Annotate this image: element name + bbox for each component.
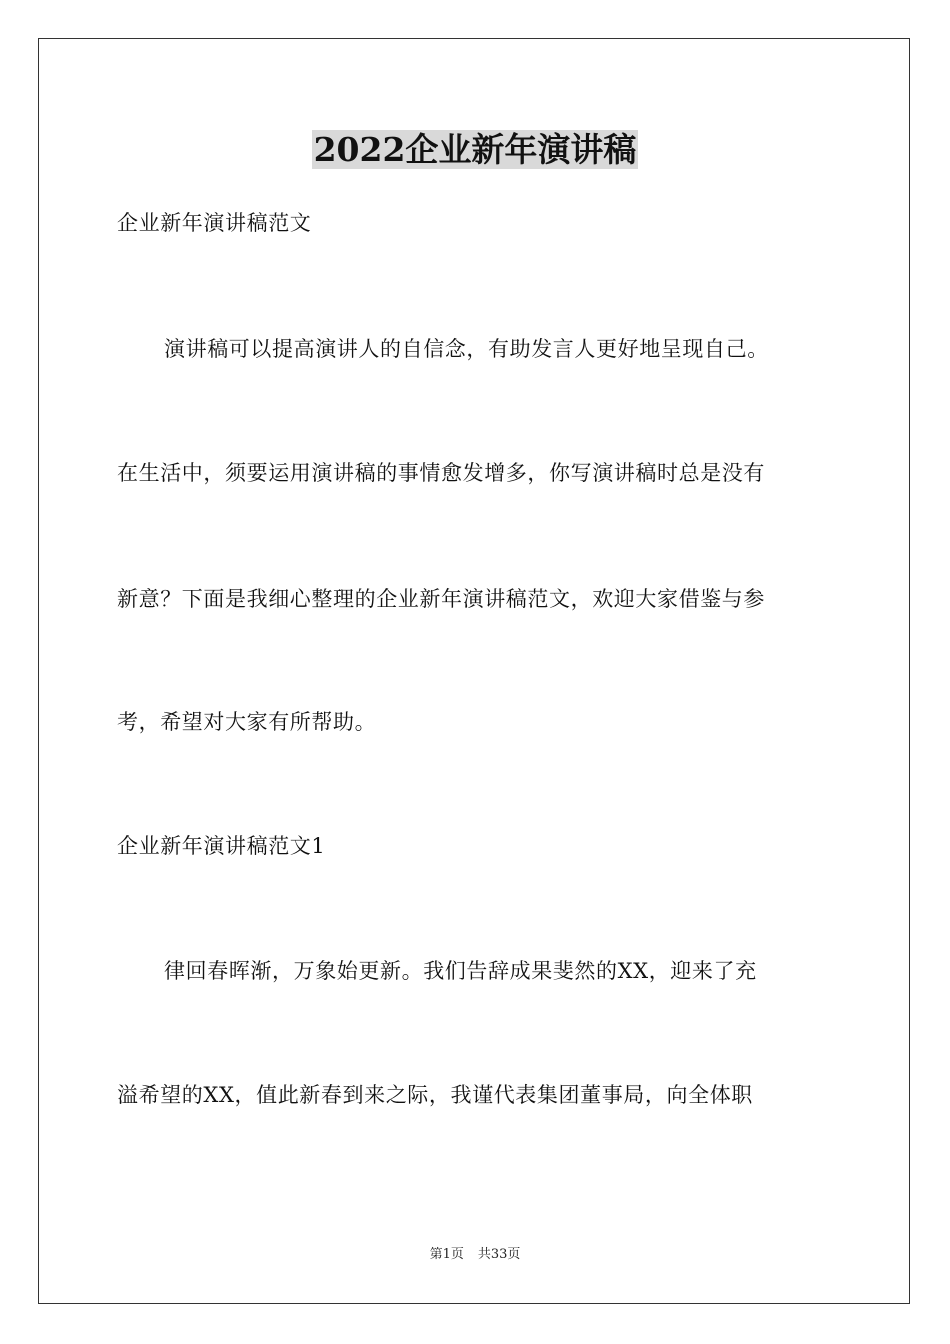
paragraph-line: 溢希望的XX，值此新春到来之际，我谨代表集团董事局，向全体职	[117, 1083, 753, 1107]
section-heading: 企业新年演讲稿范文	[117, 211, 312, 235]
paragraph-line: 在生活中，须要运用演讲稿的事情愈发增多，你写演讲稿时总是没有	[117, 461, 765, 485]
paragraph-line: 考，希望对大家有所帮助。	[117, 710, 377, 734]
page-number: 第1页	[429, 1247, 464, 1262]
paragraph-line: 新意？下面是我细心整理的企业新年演讲稿范文，欢迎大家借鉴与参	[117, 587, 765, 611]
section-heading: 企业新年演讲稿范文1	[117, 834, 326, 858]
paragraph-line: 律回春晖渐，万象始更新。我们告辞成果斐然的XX，迎来了充	[164, 959, 757, 983]
page-footer	[0, 1246, 950, 1264]
document-title-text: 2022企业新年演讲稿	[313, 130, 637, 169]
document-title	[0, 128, 950, 172]
paragraph-line: 演讲稿可以提高演讲人的自信念，有助发言人更好地呈现自己。	[164, 337, 769, 361]
page-total: 共33页	[477, 1247, 521, 1262]
